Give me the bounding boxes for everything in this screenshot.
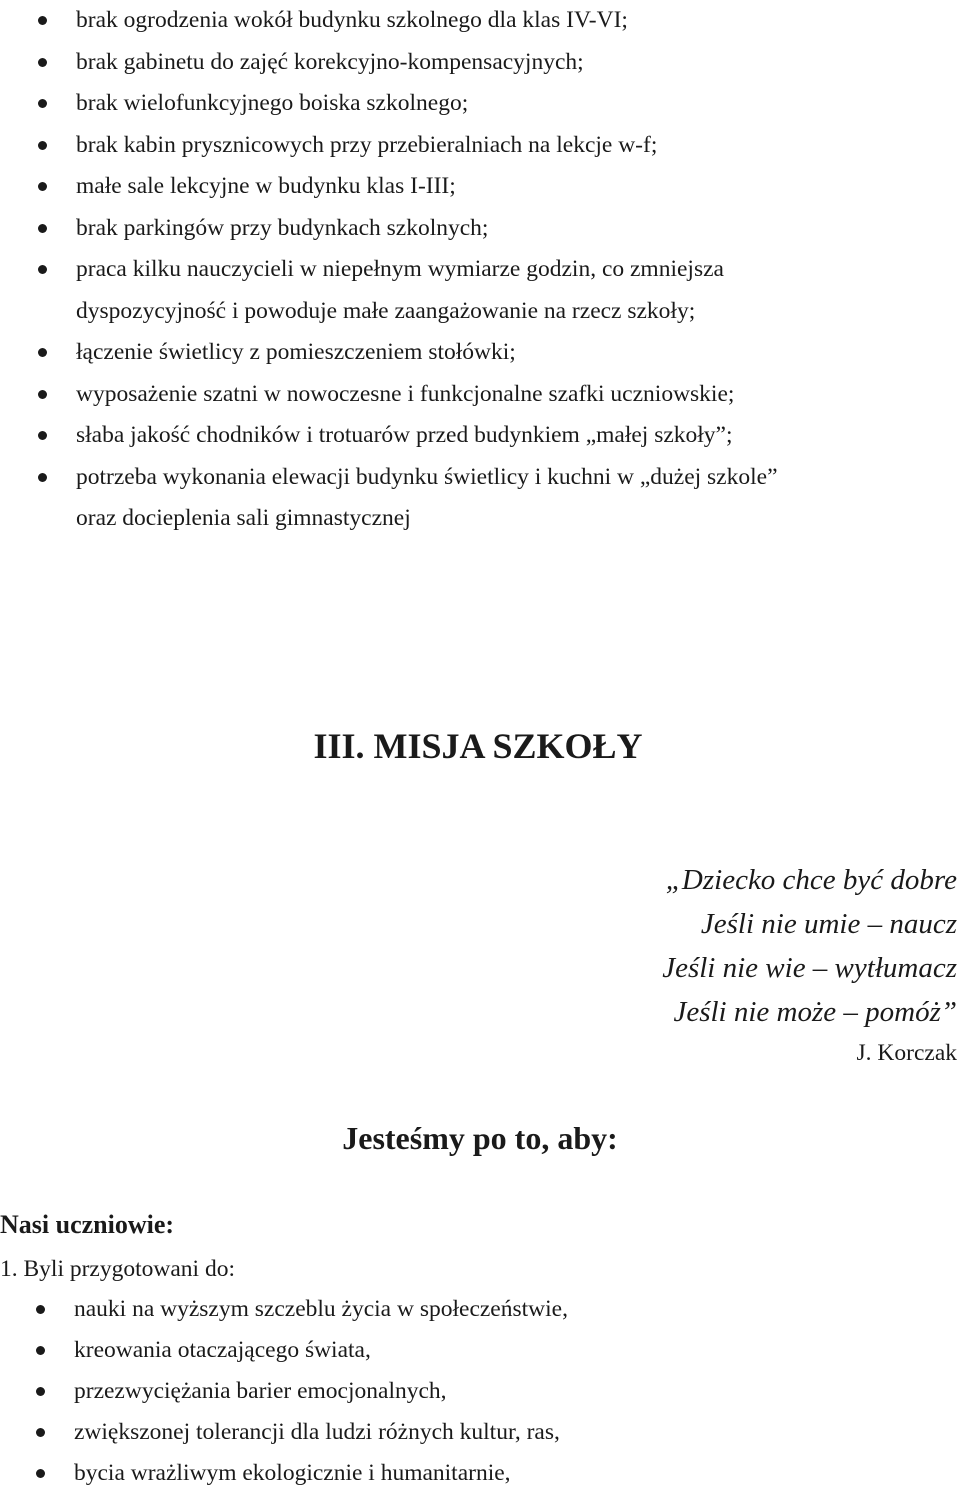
korczak-quote (662, 858, 957, 1070)
list-item-text: wyposażenie szatni w nowoczesne i funkcjonalne szafki uczniowskie; (76, 380, 735, 407)
quote-line: „Dziecko chce być dobre (665, 864, 957, 896)
bullet-icon (38, 16, 47, 25)
bullet-icon (38, 348, 47, 357)
list-item-text: brak parkingów przy budynkach szkolnych; (76, 214, 489, 241)
section-heading (0, 725, 960, 767)
bullet-icon (36, 1387, 45, 1396)
list-item (0, 457, 778, 540)
list-item (0, 1289, 568, 1330)
list-item-text: potrzeba wykonania elewacji budynku świetlicy i kuchni w „dużej szkole” (76, 463, 778, 490)
list-item-text-continued: oraz docieplenia sali gimnastycznej (76, 505, 411, 531)
list-item (0, 1330, 568, 1371)
list-item (0, 0, 778, 42)
list-item-text: brak kabin prysznicowych przy przebieralniach na lekcje w-f; (76, 131, 658, 158)
list-item (0, 208, 778, 250)
list-item-text: zwiększonej tolerancji dla ludzi różnych kultur, ras, (74, 1419, 560, 1445)
needs-list (0, 0, 778, 540)
list-item (0, 374, 778, 416)
bullet-icon (38, 390, 47, 399)
quote-line: Jeśli nie umie – naucz (700, 908, 957, 940)
bullet-icon (36, 1469, 45, 1478)
bullet-icon (38, 182, 47, 191)
list-item (0, 166, 778, 208)
list-item-text: brak ogrodzenia wokół budynku szkolnego dla klas IV-VI; (76, 7, 628, 33)
list-item (0, 415, 778, 457)
list-item (0, 83, 778, 125)
quote-line: Jeśli nie może – pomóż” (673, 996, 957, 1028)
bullet-icon (38, 431, 47, 440)
list-item (0, 332, 778, 374)
bullet-icon (36, 1305, 45, 1314)
list-item (0, 1371, 568, 1412)
bullet-icon (38, 224, 47, 233)
subsection-title: Nasi uczniowie: (0, 1210, 175, 1239)
bullet-icon (36, 1428, 45, 1437)
list-item-text: brak wielofunkcyjnego boiska szkolnego; (76, 90, 469, 116)
list-item-text: słaba jakość chodników i trotuarów przed budynkiem „małej szkoły”; (76, 422, 733, 448)
subheading: Jesteśmy po to, aby: (342, 1120, 618, 1156)
goals-list (0, 1289, 568, 1494)
bullet-icon (36, 1346, 45, 1355)
quote-author: J. Korczak (856, 1040, 957, 1066)
section-heading-text: III. MISJA SZKOŁY (313, 726, 643, 766)
list-item-text-continued: dyspozycyjność i powoduje małe zaangażowanie na rzecz szkoły; (76, 297, 696, 324)
list-item-text: łączenie świetlicy z pomieszczeniem stołówki; (76, 339, 516, 365)
list-item-text: przezwyciężania barier emocjonalnych, (74, 1378, 447, 1404)
quote-line: Jeśli nie wie – wytłumacz (662, 952, 957, 984)
list-item (0, 125, 778, 167)
list-item-text: brak gabinetu do zajęć korekcyjno-kompensacyjnych; (76, 48, 584, 75)
list-item (0, 42, 778, 84)
list-item-text: nauki na wyższym szczeblu życia w społeczeństwie, (74, 1296, 568, 1322)
list-item-text: praca kilku nauczycieli w niepełnym wymiarze godzin, co zmniejsza (76, 256, 724, 282)
list-item-text: kreowania otaczającego świata, (74, 1337, 371, 1363)
list-item (0, 249, 778, 332)
bullet-icon (38, 473, 47, 482)
list-item (0, 1412, 568, 1453)
list-item (0, 1453, 568, 1494)
list-item-text: bycia wrażliwym ekologicznie i humanitarnie, (74, 1460, 511, 1486)
list-item-text: małe sale lekcyjne w budynku klas I-III; (76, 173, 456, 199)
numbered-item: 1. Byli przygotowani do: (0, 1256, 235, 1282)
bullet-icon (38, 141, 47, 150)
bullet-icon (38, 265, 47, 274)
bullet-icon (38, 99, 47, 108)
bullet-icon (38, 58, 47, 67)
